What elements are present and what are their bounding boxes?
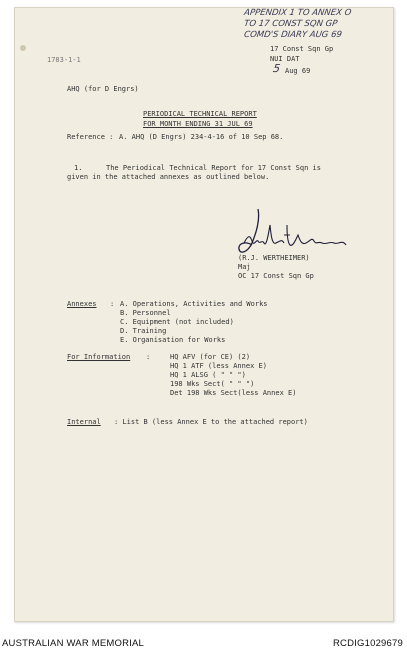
report-period: FOR MONTH ENDING 31 JUL 69 [143, 120, 253, 128]
unit-name: 17 Const Sqn Gp [270, 45, 334, 53]
signature-autograph [230, 205, 355, 260]
date-day-handwritten: 5 [272, 62, 281, 75]
distribution-item: HQ AFV (for CE) (2) [170, 353, 251, 361]
body-line-1: The Periodical Technical Report for 17 Const Sqn is [106, 164, 321, 172]
paragraph-number: 1. [74, 164, 83, 172]
distribution-item: HQ 1 ALSG ( " " ") [170, 371, 246, 379]
punch-hole [20, 45, 26, 51]
report-title: PERIODICAL TECHNICAL REPORT [143, 110, 257, 118]
internal-label: Internal [67, 418, 101, 426]
appendix-note-line1: APPENDIX 1 TO ANNEX O [243, 8, 352, 18]
annex-item: B. Personnel [120, 309, 171, 317]
for-information-colon: : [146, 353, 151, 361]
annexes-label: Annexes [67, 300, 97, 308]
unit-location: NUI DAT [270, 55, 300, 63]
addressee: AHQ (for D Engrs) [67, 85, 139, 93]
annex-item: A. Operations, Activities and Works [120, 300, 268, 308]
body-line-2: given in the attached annexes as outlined below. [67, 173, 270, 181]
signatory-rank: Maj [238, 263, 251, 271]
archive-credit: AUSTRALIAN WAR MEMORIAL [2, 638, 145, 649]
annexes-colon: : [110, 300, 115, 308]
annex-item: D. Training [120, 327, 167, 335]
distribution-item: 198 Wks Sect( " " ") [170, 380, 255, 388]
appendix-note-line3: COMD'S DIARY AUG 69 [243, 30, 343, 40]
distribution-item: HQ 1 ATF (less Annex E) [170, 362, 267, 370]
archive-id: RCDIG1029679 [333, 638, 403, 649]
appendix-note-line2: TO 17 CONST SQN GP [243, 19, 339, 29]
signature-text: JWertheimer [230, 205, 237, 206]
reference-text: A. AHQ (D Engrs) 234-4-16 of 10 Sep 68. [119, 133, 284, 141]
annex-item: C. Equipment (not included) [120, 318, 234, 326]
file-reference: 1783-1-1 [47, 56, 81, 64]
signatory-appointment: OC 17 Const Sqn Gp [238, 272, 314, 280]
distribution-item: Det 198 Wks Sect(less Annex E) [170, 389, 297, 397]
for-information-label: For Information [67, 353, 131, 361]
reference-label: Reference : [67, 133, 114, 141]
document-page [14, 7, 394, 622]
date-month-year: Aug 69 [285, 67, 311, 75]
annex-item: E. Organisation for Works [120, 336, 226, 344]
internal-text: : List B (less Annex E to the attached report) [114, 418, 308, 426]
signatory-name: (R.J. WERTHEIMER) [238, 254, 310, 262]
